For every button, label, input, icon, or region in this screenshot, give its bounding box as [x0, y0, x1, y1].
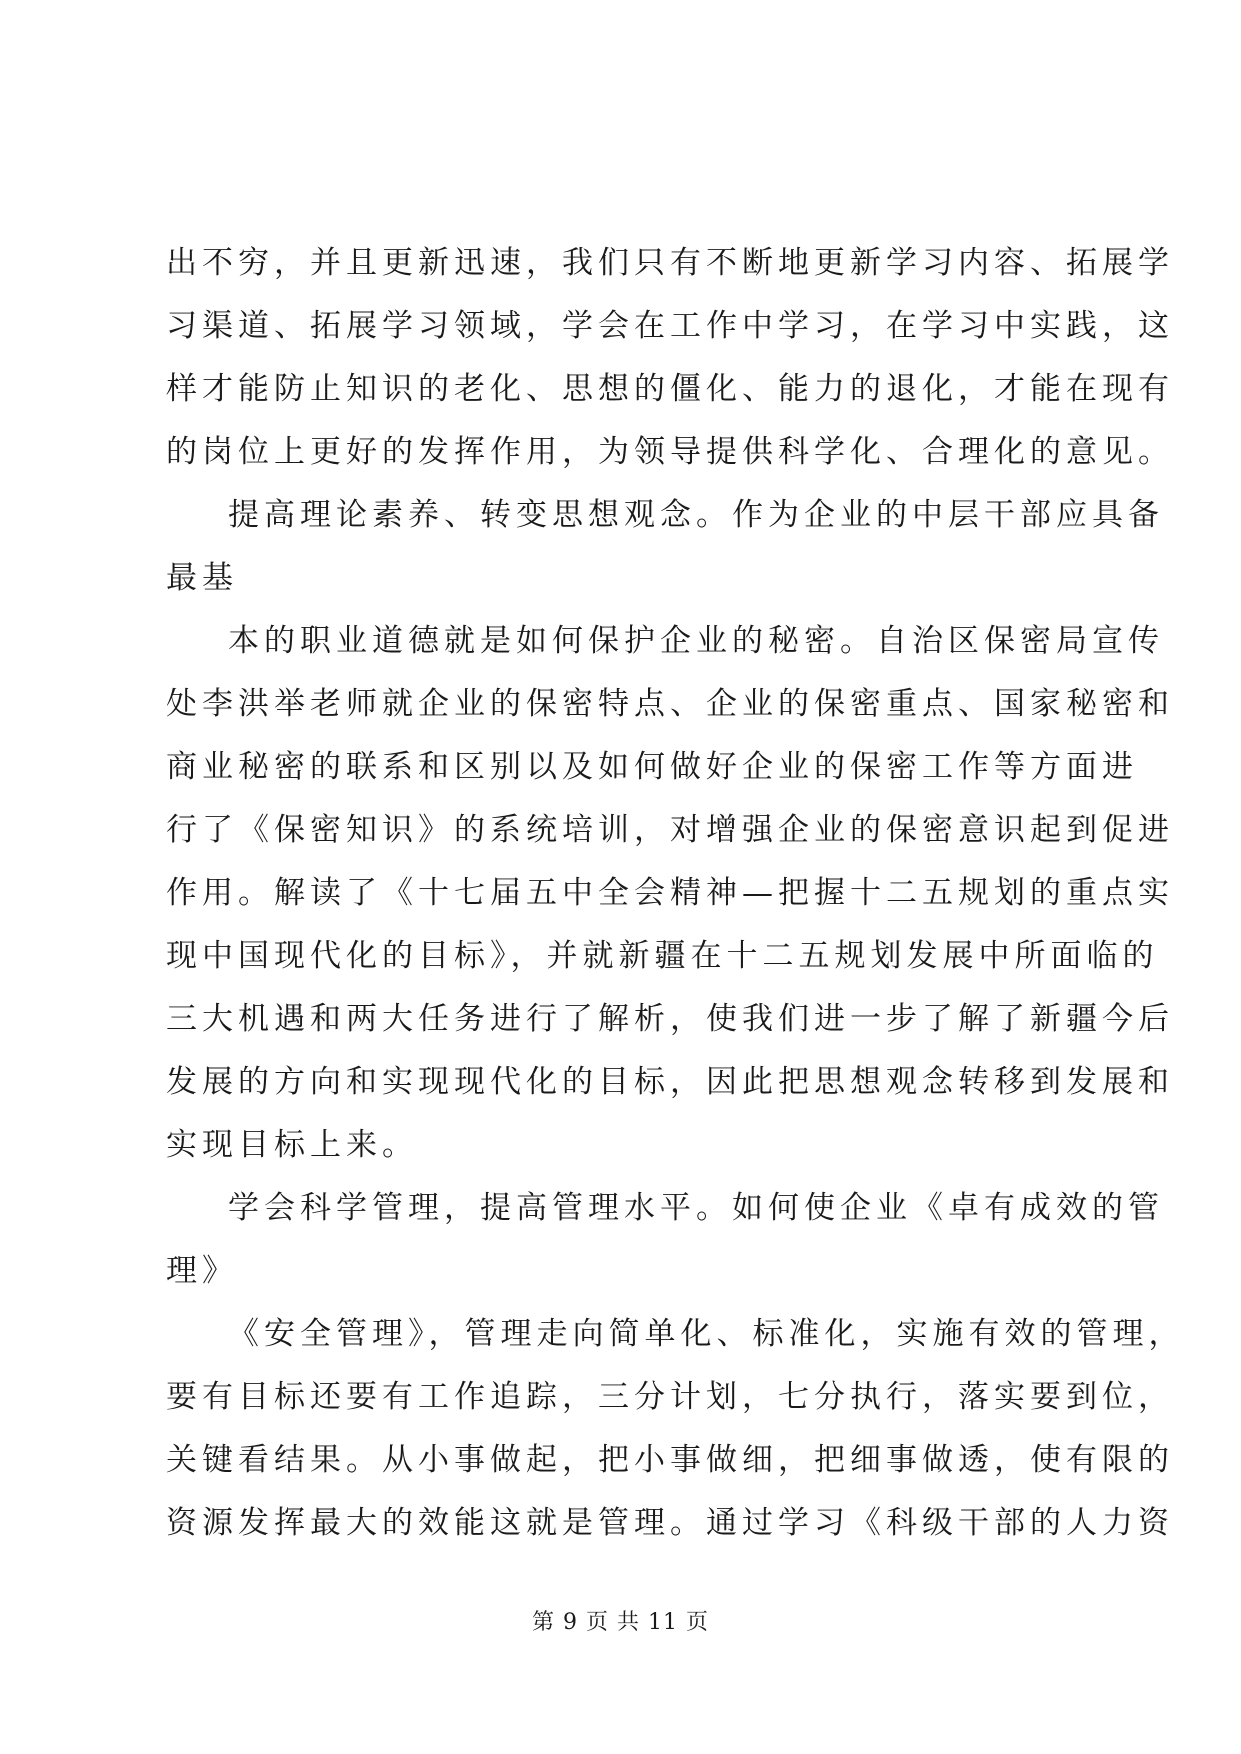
- body-line: 处李洪举老师就企业的保密特点、企业的保密重点、国家秘密和: [166, 686, 1174, 722]
- paragraph-start-line: 学会科学管理，提高管理水平。如何使企业《卓有成效的管: [228, 1190, 1164, 1226]
- body-line: 现中国现代化的目标》，并就新疆在十二五规划发展中所面临的: [166, 938, 1159, 974]
- body-line: 实现目标上来。: [166, 1127, 418, 1163]
- paragraph-start-line: 提高理论素养、转变思想观念。作为企业的中层干部应具备: [228, 497, 1164, 533]
- body-line: 样才能防止知识的老化、思想的僵化、能力的退化，才能在现有: [166, 371, 1174, 407]
- body-line: 作用。解读了《十七届五中全会精神—把握十二五规划的重点实: [166, 875, 1174, 911]
- paragraph-start-line: 本的职业道德就是如何保护企业的秘密。自治区保密局宣传: [228, 623, 1164, 659]
- paragraph-start-line: 《安全管理》，管理走向简单化、标准化，实施有效的管理，: [228, 1316, 1185, 1352]
- body-line: 理》: [166, 1253, 238, 1289]
- body-line: 的岗位上更好的发挥作用，为领导提供科学化、合理化的意见。: [166, 434, 1174, 470]
- page-footer: 第 9 页 共 11 页: [532, 1610, 709, 1635]
- body-line: 出不穷，并且更新迅速，我们只有不断地更新学习内容、拓展学: [166, 245, 1174, 281]
- body-line: 要有目标还要有工作追踪，三分计划，七分执行，落实要到位，: [166, 1379, 1174, 1415]
- body-line: 商业秘密的联系和区别以及如何做好企业的保密工作等方面进: [166, 749, 1138, 785]
- body-line: 最基: [166, 560, 238, 596]
- body-line: 三大机遇和两大任务进行了解析，使我们进一步了解了新疆今后: [166, 1001, 1174, 1037]
- body-line: 习渠道、拓展学习领域，学会在工作中学习，在学习中实践，这: [166, 308, 1174, 344]
- body-line: 关键看结果。从小事做起，把小事做细，把细事做透，使有限的: [166, 1442, 1174, 1478]
- body-line: 资源发挥最大的效能这就是管理。通过学习《科级干部的人力资: [166, 1505, 1174, 1541]
- body-line: 行了《保密知识》的系统培训，对增强企业的保密意识起到促进: [166, 812, 1174, 848]
- body-line: 发展的方向和实现现代化的目标，因此把思想观念转移到发展和: [166, 1064, 1174, 1100]
